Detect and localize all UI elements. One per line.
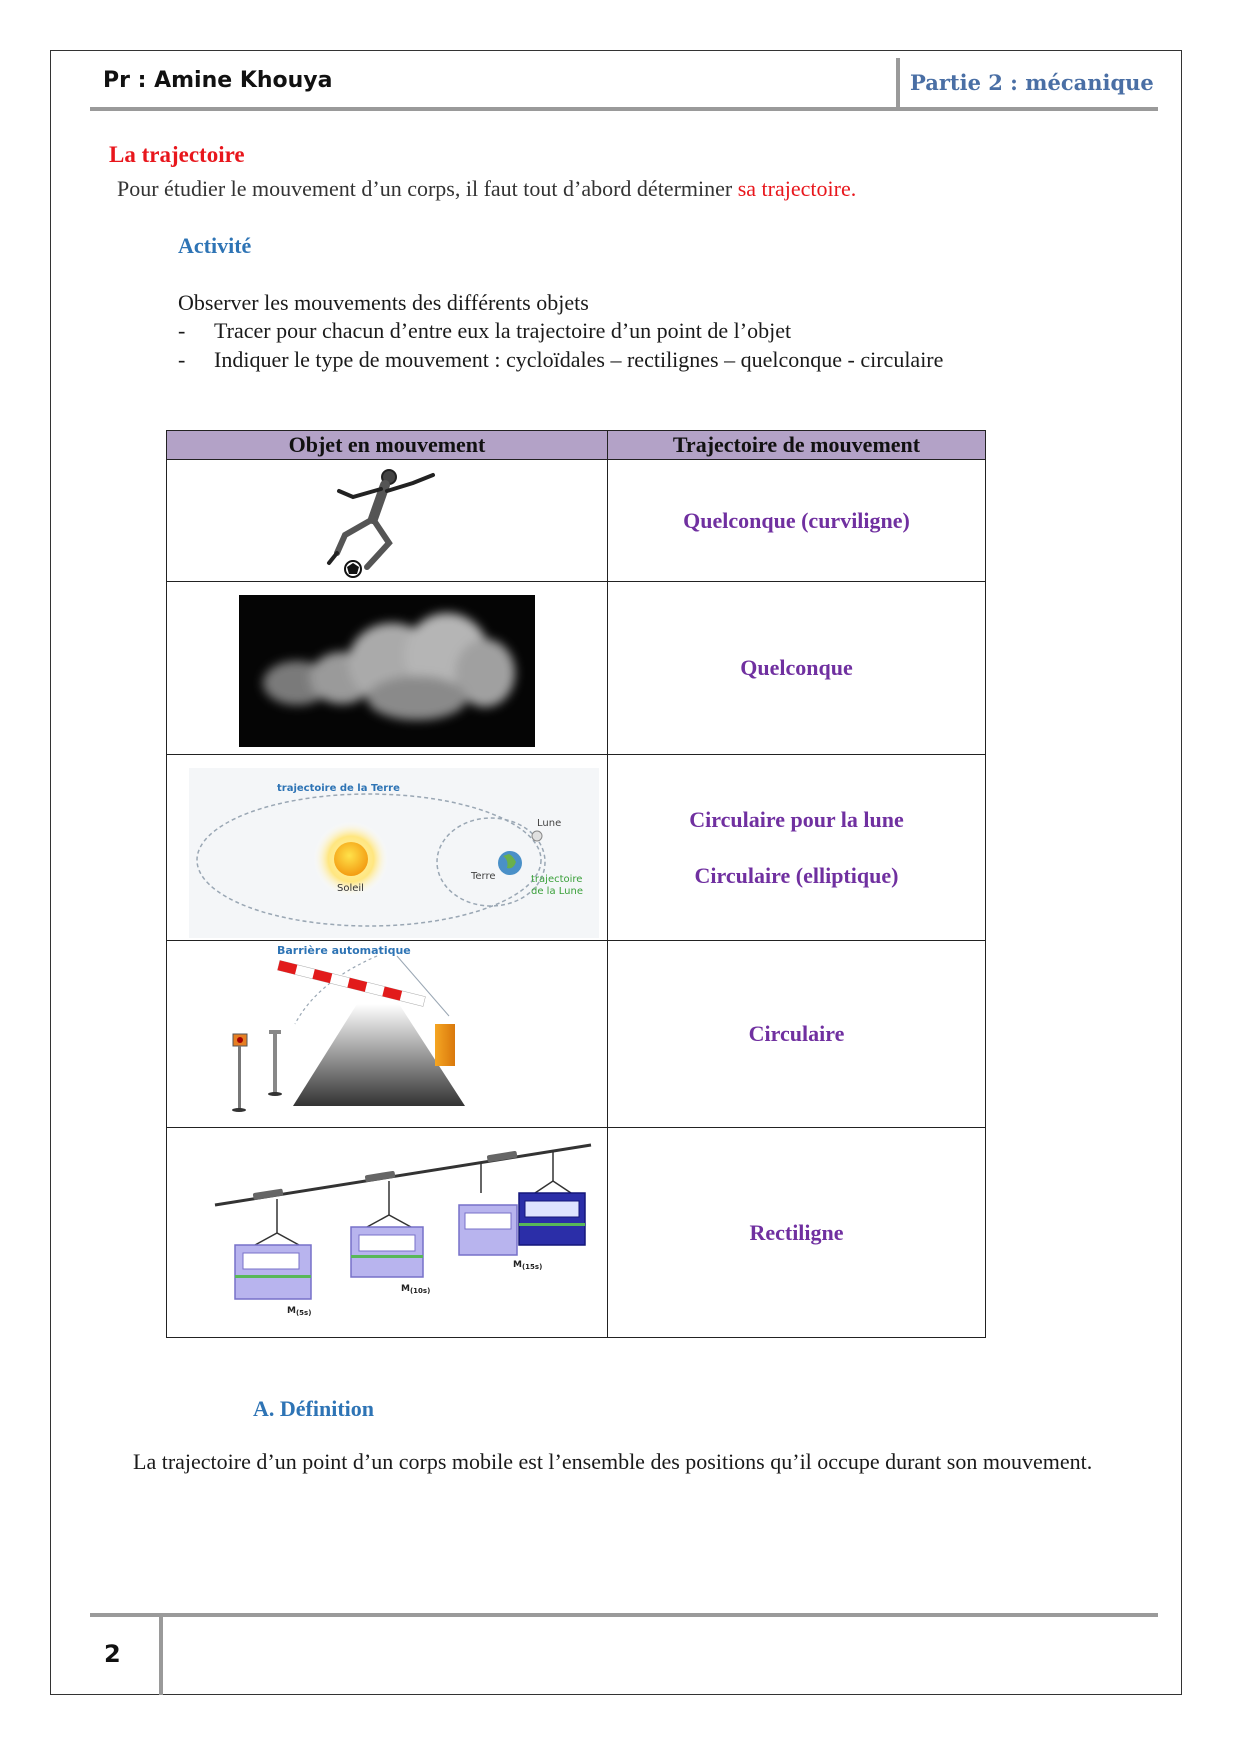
moon-path-label-1: trajectoire (531, 873, 583, 885)
footer-divider (159, 1617, 163, 1695)
header-rule (90, 107, 1158, 111)
trajectory-text: Quelconque (740, 655, 853, 680)
spacer (608, 833, 985, 863)
cell-footballer (167, 460, 608, 582)
part-header: Partie 2 : mécanique (910, 70, 1154, 95)
trajectory-cell (608, 1128, 986, 1338)
svg-text:M(5s) (287, 1306, 311, 1317)
barrier-label: Barrière automatique (277, 943, 411, 957)
section-title: La trajectoire (109, 142, 245, 167)
point-m2: M (401, 1283, 410, 1294)
bullet-text: Indiquer le type de mouvement : cycloïdales – rectilignes – quelconque - circulaire (214, 347, 944, 372)
bullet-dash: - (178, 318, 186, 343)
trajectory-cell (608, 460, 986, 582)
moon-path-label-2: de la Lune (531, 885, 583, 897)
footer-rule (90, 1613, 1158, 1617)
smoke-image (167, 583, 605, 754)
activity-observation: Observer les mouvements des différents objets (178, 290, 589, 315)
cell-barrier (167, 941, 608, 1128)
point-m3-time: (15s) (521, 1262, 543, 1271)
table-row (167, 460, 986, 582)
trajectory-text: Circulaire (748, 1021, 845, 1046)
activity-title: Activité (178, 233, 252, 258)
svg-text:M(10s) (401, 1284, 430, 1295)
point-m1-time: (5s) (295, 1308, 312, 1317)
intro-highlight: sa trajectoire. (737, 176, 857, 201)
definition-title: A. Définition (253, 1396, 374, 1421)
bullet-text: Tracer pour chacun d’entre eux la trajectoire d’un point de l’objet (214, 318, 792, 343)
header-object: Objet en mouvement (167, 431, 608, 460)
svg-text:M(15s) (513, 1260, 542, 1271)
barrier-diagram (167, 942, 605, 1127)
cablecar-diagram (167, 1129, 605, 1337)
table-row (167, 582, 986, 755)
cell-smoke (167, 582, 608, 755)
bullet-dash: - (178, 347, 186, 372)
earth-path-label: trajectoire de la Terre (277, 782, 400, 794)
header-divider (896, 58, 900, 108)
footballer-image (167, 461, 605, 581)
cell-cablecar (167, 1128, 608, 1338)
page-number: 2 (104, 1640, 121, 1668)
moon-label: Lune (537, 817, 562, 829)
earth-label: Terre (471, 870, 496, 882)
trajectory-text: Circulaire (elliptique) (694, 862, 899, 888)
definition-text: La trajectoire d’un point d’un corps mobile est l’ensemble des positions qu’il occupe durant son mouvement. (133, 1449, 1093, 1474)
cell-orbit (167, 755, 608, 941)
orbit-diagram (167, 756, 605, 940)
point-m1: M (287, 1305, 296, 1316)
table-row (167, 1128, 986, 1338)
author-header: Pr : Amine Khouya (103, 68, 333, 93)
sun-label: Soleil (337, 882, 364, 894)
table-row (167, 755, 986, 941)
table-row (167, 941, 986, 1128)
intro-text: Pour étudier le mouvement d’un corps, il faut tout d’abord déterminer (117, 176, 738, 201)
trajectory-text: Quelconque (curviligne) (683, 507, 910, 533)
trajectory-cell (608, 755, 986, 941)
header-trajectory: Trajectoire de mouvement (608, 431, 986, 460)
point-m2-time: (10s) (409, 1286, 431, 1295)
trajectory-cell (608, 941, 986, 1128)
trajectory-text: Circulaire pour la lune (689, 806, 904, 832)
point-m3: M (513, 1259, 522, 1270)
motion-table (166, 430, 986, 1338)
trajectory-text: Rectiligne (749, 1219, 844, 1245)
table-header-row (167, 431, 986, 460)
intro-paragraph (117, 176, 856, 202)
trajectory-cell (608, 582, 986, 755)
